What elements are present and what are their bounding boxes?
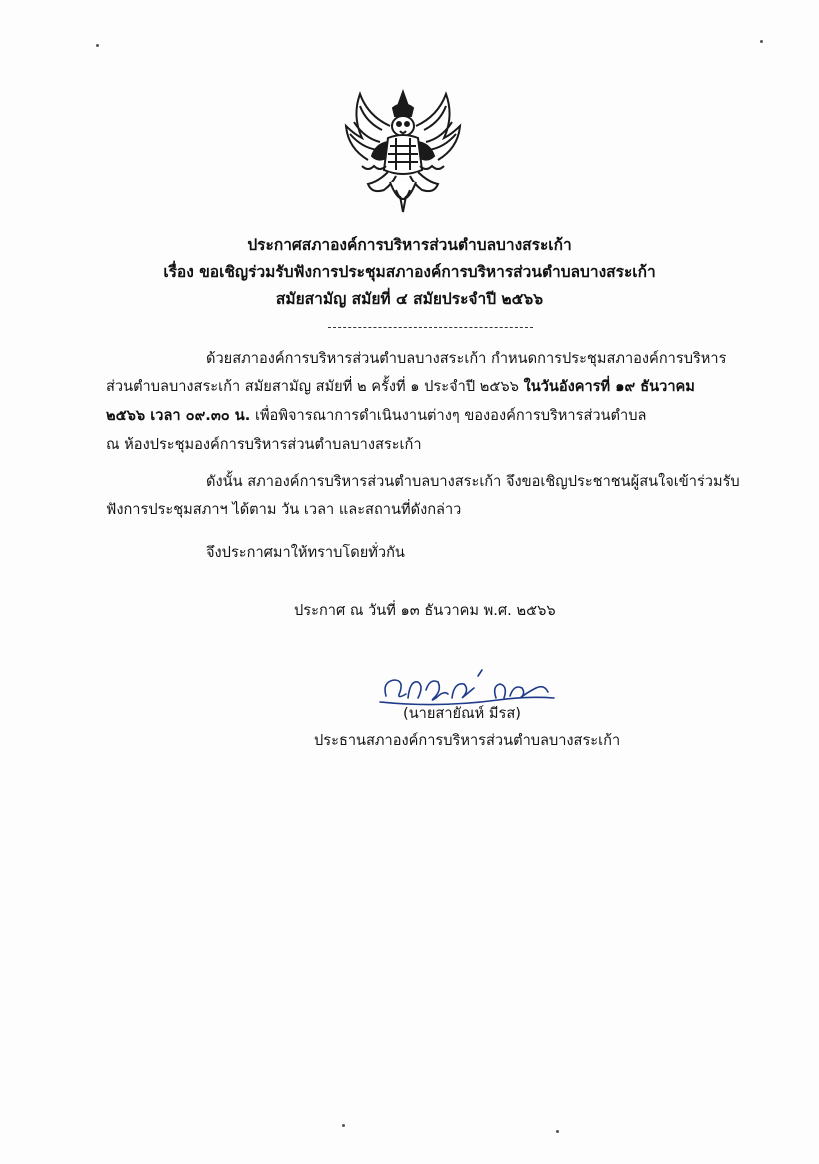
signatory-position: ประธานสภาองค์การบริหารส่วนตำบลบางสระเก้า <box>314 732 621 749</box>
scan-speck <box>96 44 99 47</box>
paragraph-1-line-1: ด้วยสภาองค์การบริหารส่วนตำบลบางสระเก้า กำหนดการประชุมสภาองค์การบริหาร <box>206 350 727 367</box>
scan-speck <box>760 40 763 43</box>
paragraph-2-line-2: ฟังการประชุมสภาฯ ได้ตาม วัน เวลา และสถานที่ดังกล่าว <box>106 501 462 518</box>
meeting-time: ๒๕๖๖ เวลา ๐๙.๓๐ น. <box>106 407 251 424</box>
paragraph-1-line-4: ณ ห้องประชุมองค์การบริหารส่วนตำบลบางสระเก้า <box>106 436 422 453</box>
paragraph-1-line-3-text: เพื่อพิจารณาการดำเนินงานต่างๆ ขององค์การบริหารส่วนตำบล <box>250 407 647 424</box>
paragraph-1-line-2 <box>106 380 695 395</box>
scan-speck <box>556 1130 559 1133</box>
paragraph-1-line-3 <box>106 409 646 424</box>
meeting-date: ในวันอังคารที่ ๑๙ ธันวาคม <box>523 378 695 395</box>
signatory-name: (นายสายัณห์ มีรส) <box>403 705 521 722</box>
closing-statement: จึงประกาศมาให้ทราบโดยทั่วกัน <box>206 544 405 561</box>
announcement-dateline: ประกาศ ณ วันที่ ๑๓ ธันวาคม พ.ศ. ๒๕๖๖ <box>294 602 556 619</box>
garuda-emblem-icon <box>338 86 468 220</box>
paragraph-2-line-1: ดังนั้น สภาองค์การบริหารส่วนตำบลบางสระเก้า จึงขอเชิญประชาชนผู้สนใจเข้าร่วมรับ <box>206 473 740 490</box>
paragraph-1-line-2-text: ส่วนตำบลบางสระเก้า สมัยสามัญ สมัยที่ ๒ ครั้งที่ ๑ ประจำปี ๒๕๖๖ <box>106 378 524 395</box>
session-info: สมัยสามัญ สมัยที่ ๔ สมัยประจำปี ๒๕๖๖ <box>275 290 544 308</box>
announcement-title: ประกาศสภาองค์การบริหารส่วนตำบลบางสระเก้า <box>247 236 572 254</box>
announcement-subject: เรื่อง ขอเชิญร่วมรับฟังการประชุมสภาองค์การบริหารส่วนตำบลบางสระเก้า <box>163 263 656 281</box>
title-divider <box>328 327 533 328</box>
scan-speck <box>342 1124 345 1127</box>
handwritten-signature <box>378 668 558 708</box>
